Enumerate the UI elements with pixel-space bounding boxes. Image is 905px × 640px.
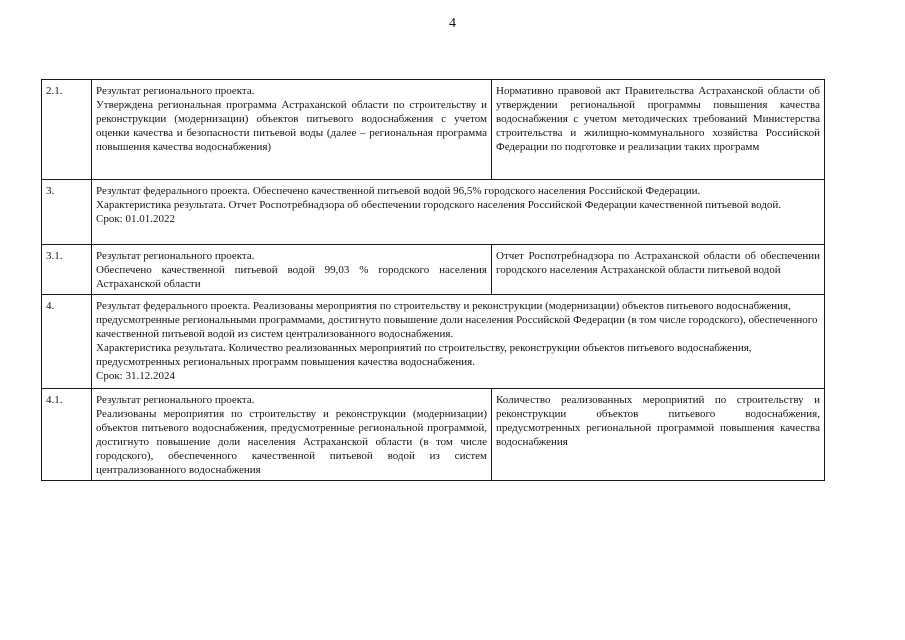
result-deadline: Срок: 01.01.2022 [96, 213, 175, 225]
result-heading: Результат регионального проекта. [96, 85, 255, 97]
federal-result: Результат федерального проекта. Обеспечено качественной питьевой водой 96,5% городского населения Российской Федерации. [96, 185, 701, 197]
row-number: 2.1. [42, 80, 92, 180]
document-cell: Отчет Роспотребнадзора по Астраханской области об обеспечении городского населения Астраханской области питьевой водой [492, 245, 825, 295]
federal-result-cell [92, 180, 825, 245]
row-number: 4. [42, 295, 92, 389]
result-body: Утверждена региональная программа Астраханской области по строительству и реконструкции (модернизации) объектов питьевого водоснабжения с учетом оценки качества и безопасности питьевой воды (далее – региональная программа повышения качества водоснабжения) [96, 99, 487, 153]
document-cell: Нормативно правовой акт Правительства Астраханской области об утверждении региональной программы повышения качества водоснабжения с учетом методических требований Министерства строительства и жилищно-коммунального хозяйства Российской Федерации по подготовке и реализации таких программ [492, 80, 825, 180]
federal-result-cell [92, 295, 825, 389]
regional-result-cell [92, 80, 492, 180]
table-row-2-1 [42, 80, 825, 180]
row-number: 4.1. [42, 389, 92, 481]
result-heading: Результат регионального проекта. [96, 250, 255, 262]
result-characteristic: Характеристика результата. Отчет Роспотребнадзора об обеспечении городского населения Российской Федерации качественной питьевой водой. [96, 199, 782, 211]
result-body: Реализованы мероприятия по строительству и реконструкции (модернизации) объектов питьевого водоснабжения, предусмотренные региональной программой, достигнуто повышение доли населения Астраханской области (в том числе городского), обеспеченного качественной питьевой водой из систем централизованного водоснабжения [96, 408, 487, 476]
row-number: 3. [42, 180, 92, 245]
table-row-4-1 [42, 389, 825, 481]
result-body: Обеспечено качественной питьевой водой 99,03 % городского населения Астраханской области [96, 264, 487, 290]
table-row-3-1 [42, 245, 825, 295]
regional-result-cell [92, 245, 492, 295]
document-cell: Количество реализованных мероприятий по строительству и реконструкции объектов питьевого водоснабжения, предусмотренных региональной программой повышения качества водоснабжения [492, 389, 825, 481]
table-row-4 [42, 295, 825, 389]
result-heading: Результат регионального проекта. [96, 394, 255, 406]
federal-result: Результат федерального проекта. Реализованы мероприятия по строительству и реконструкции (модернизации) объектов питьевого водоснабжения, предусмотренные региональными программами, достигнуто повышение доли населения Российской Федерации (в том числе городского), обеспеченного качественной питьевой водой из систем централизованного водоснабжения. [96, 300, 818, 340]
regional-result-cell [92, 389, 492, 481]
row-number: 3.1. [42, 245, 92, 295]
results-table [41, 79, 825, 481]
table-row-3 [42, 180, 825, 245]
result-characteristic: Характеристика результата. Количество реализованных мероприятий по строительству, реконструкции объектов питьевого водоснабжения, предусмотренных региональных программ повышения качества водоснабжения. [96, 342, 752, 368]
page-number: 4 [449, 16, 456, 31]
result-deadline: Срок: 31.12.2024 [96, 370, 175, 382]
